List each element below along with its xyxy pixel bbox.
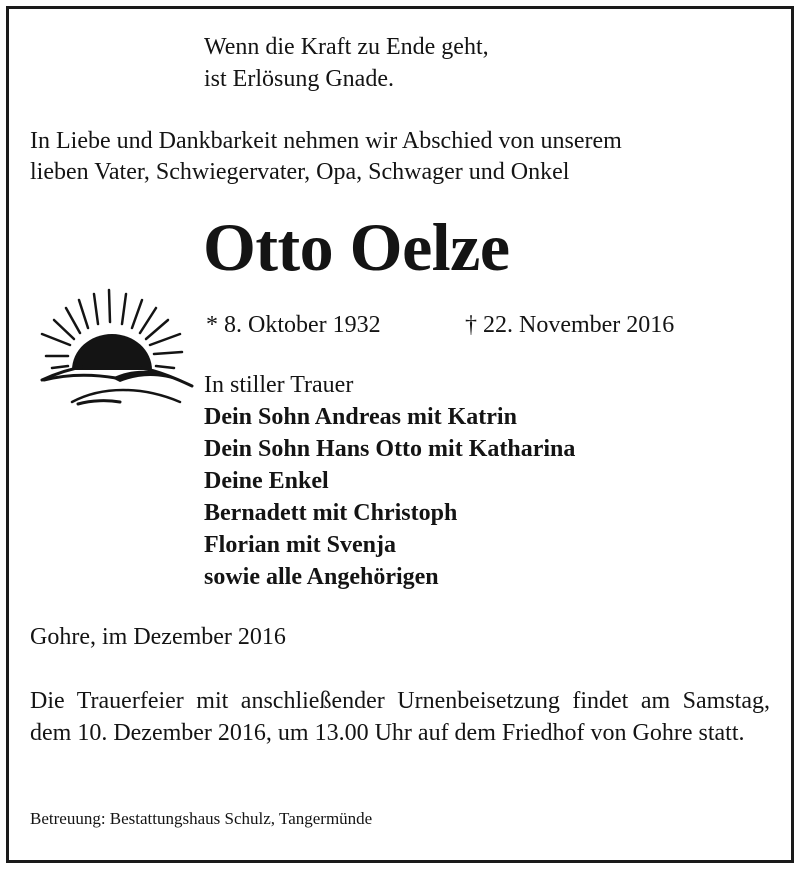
place-and-date: Gohre, im Dezember 2016 <box>30 624 286 650</box>
deceased-name: Otto Oelze <box>203 209 510 285</box>
mourner-line: sowie alle Angehörigen <box>204 564 439 590</box>
mourner-line: Dein Sohn Andreas mit Katrin <box>204 404 517 430</box>
intro-line-2: lieben Vater, Schwiegervater, Opa, Schwager und Onkel <box>30 159 570 185</box>
mourner-line: Florian mit Svenja <box>204 532 396 558</box>
death-date: † 22. November 2016 <box>465 312 675 338</box>
funeral-notice: Die Trauerfeier mit anschließender Urnenbeisetzung findet am Samstag, dem 10. Dezember 2016, um 13.00 Uhr auf dem Friedhof von Gohre statt. <box>30 688 770 746</box>
sunset-over-hills-icon <box>32 282 197 422</box>
mourner-line: Bernadett mit Christoph <box>204 500 458 526</box>
motto-line-1: Wenn die Kraft zu Ende geht, <box>204 34 489 60</box>
funeral-home-credit: Betreuung: Bestattungshaus Schulz, Tangermünde <box>30 809 373 828</box>
motto-line-2: ist Erlösung Gnade. <box>204 66 394 92</box>
intro-line-1: In Liebe und Dankbarkeit nehmen wir Abschied von unserem <box>30 128 622 154</box>
birth-date: * 8. Oktober 1932 <box>206 312 381 338</box>
mourners-heading: In stiller Trauer <box>204 372 354 398</box>
mourner-line: Deine Enkel <box>204 468 329 494</box>
mourner-line: Dein Sohn Hans Otto mit Katharina <box>204 436 576 462</box>
